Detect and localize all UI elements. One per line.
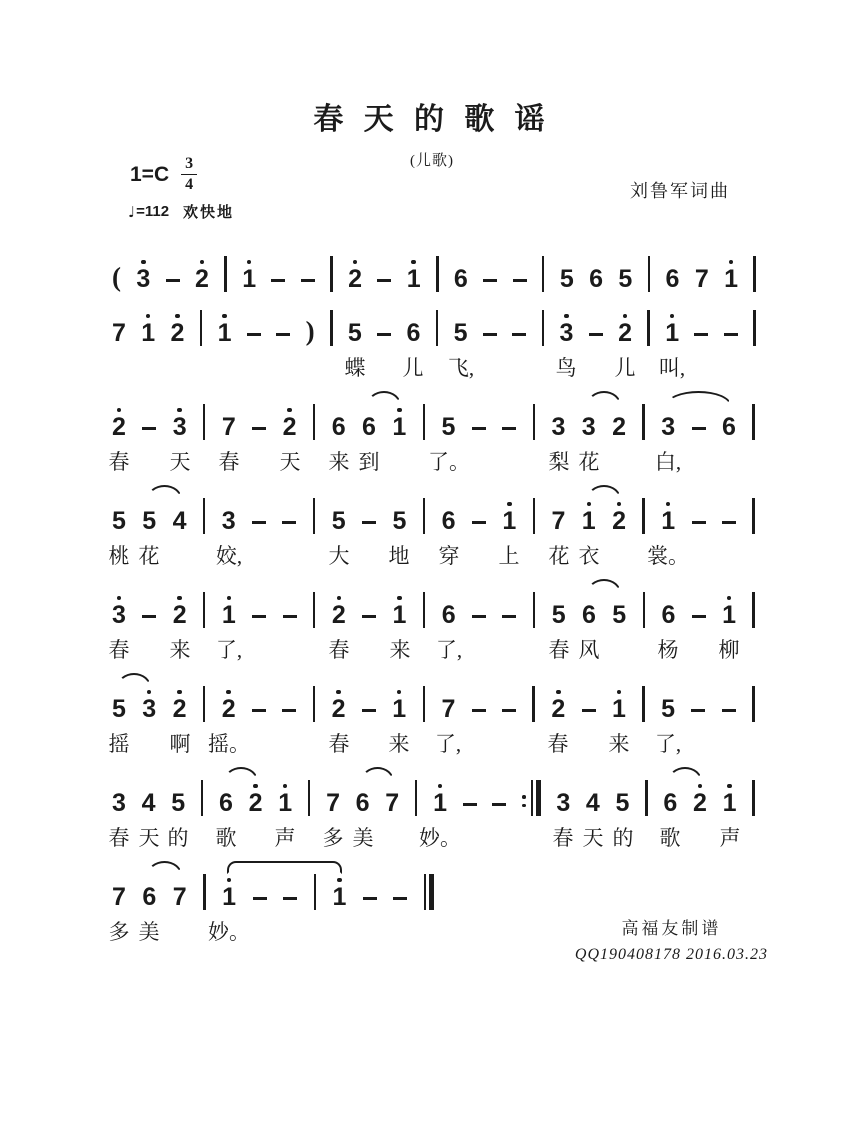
lyric-syllable: 春	[108, 638, 130, 662]
note-6: 6	[581, 601, 596, 629]
lyric-row	[108, 440, 755, 482]
note-4: 4	[585, 789, 600, 817]
barline-icon	[203, 592, 206, 628]
note-6: 6	[441, 507, 456, 535]
lyric-syllable: 叫,	[658, 356, 686, 380]
lyric-syllable: 多	[322, 826, 344, 850]
lyric-syllable: 春	[108, 450, 130, 474]
lyric-syllable: 花	[578, 450, 600, 474]
note-3-high: 3	[559, 314, 573, 347]
slur-icon	[668, 767, 702, 781]
note-6: 6	[355, 789, 370, 817]
lyric-row	[108, 534, 755, 576]
lyric-syllable: 天	[169, 450, 191, 474]
time-signature-numerator: 3	[181, 156, 197, 175]
lyric-syllable: 美	[352, 826, 374, 850]
dash-note	[722, 521, 736, 535]
lyric-row	[112, 346, 756, 388]
dash-note	[252, 521, 266, 535]
note-2: 2	[612, 413, 626, 441]
score-line-7	[108, 764, 756, 858]
dash-note	[282, 521, 296, 535]
footer-contact-date: QQ190408178 2016.03.23	[574, 946, 768, 963]
note-7: 7	[112, 319, 126, 347]
barline-icon	[752, 686, 755, 722]
barline-icon	[533, 592, 536, 628]
barline-icon	[752, 592, 755, 628]
transcriber-credit: 高福友制谱	[621, 919, 722, 938]
note-2-high: 2	[612, 502, 626, 535]
dash-note	[582, 709, 596, 723]
lyric-syllable: 的	[167, 826, 189, 850]
lyric-syllable: 来	[169, 638, 191, 662]
slur-icon	[587, 391, 621, 405]
lyric-syllable: 到	[358, 450, 380, 474]
note-3: 3	[112, 789, 126, 817]
score-line-6	[108, 670, 756, 764]
dash-note	[502, 427, 516, 441]
barline-icon	[752, 404, 755, 440]
barline-icon	[753, 256, 756, 292]
dash-note	[301, 279, 315, 293]
note-2-high: 2	[332, 596, 346, 629]
lyric-syllable: 美	[138, 920, 160, 944]
barline-icon	[330, 310, 333, 346]
lyric-syllable: 杨	[657, 638, 679, 662]
lyric-syllable: 摇。	[208, 732, 250, 756]
lyric-syllable: 春	[548, 638, 570, 662]
note-1-high: 1	[222, 596, 236, 629]
dash-note	[283, 615, 297, 629]
note-row	[112, 240, 756, 292]
note-5: 5	[615, 789, 630, 817]
barline-icon	[436, 256, 439, 292]
dash-note	[247, 333, 261, 347]
barline-icon	[200, 310, 203, 346]
dash-note	[589, 333, 603, 347]
barline-icon	[436, 310, 439, 346]
barline-icon	[648, 256, 651, 292]
dash-note	[252, 427, 266, 441]
dash-note	[252, 615, 266, 629]
dash-note	[377, 333, 391, 347]
lyric-syllable: 摇	[108, 732, 130, 756]
score-line-3	[108, 388, 756, 482]
note-2-high: 2	[332, 690, 346, 723]
note-3-high: 3	[136, 260, 150, 293]
note-5: 5	[551, 601, 566, 629]
lyric-syllable: 啊	[169, 732, 191, 756]
lyric-syllable: 了,	[434, 732, 462, 756]
lyric-syllable: 春	[108, 826, 130, 850]
note-3-high: 3	[112, 596, 126, 629]
barline-icon	[224, 256, 227, 292]
lyric-syllable: 了,	[435, 638, 463, 662]
dash-note	[142, 427, 156, 441]
lyric-syllable: 穿	[438, 544, 460, 568]
dash-note	[692, 615, 706, 629]
barline-icon	[314, 874, 317, 910]
dash-note	[472, 709, 486, 723]
lyric-syllable: 来	[389, 638, 411, 662]
note-2-high: 2	[551, 690, 565, 723]
lyric-syllable: 天	[279, 450, 301, 474]
note-5: 5	[453, 319, 468, 347]
note-5: 5	[441, 413, 456, 441]
dash-note	[166, 279, 180, 293]
note-6: 6	[406, 319, 421, 347]
dash-note	[472, 615, 486, 629]
lyric-syllable: 鸟	[555, 356, 577, 380]
note-7: 7	[694, 265, 709, 293]
lyric-syllable: 歌	[215, 826, 237, 850]
lyric-syllable: 了,	[654, 732, 682, 756]
note-2-high: 2	[249, 784, 263, 817]
note-7: 7	[172, 883, 187, 911]
dash-note	[724, 333, 738, 347]
note-2-high: 2	[171, 314, 185, 347]
score-line-2	[112, 294, 756, 388]
barline-icon	[313, 592, 316, 628]
note-1-high: 1	[722, 596, 736, 629]
score-line-5	[108, 576, 756, 670]
note-2-high: 2	[618, 314, 632, 347]
note-2-high: 2	[173, 596, 187, 629]
dash-note	[377, 279, 391, 293]
dash-note	[492, 803, 506, 817]
lyric-syllable: 梨	[548, 450, 570, 474]
note-6: 6	[663, 789, 678, 817]
note-1-high: 1	[222, 878, 236, 911]
note-row	[112, 482, 755, 534]
lyric-syllable: 儿	[614, 356, 636, 380]
lyric-syllable: 声	[719, 826, 741, 850]
note-5: 5	[392, 507, 407, 535]
note-1-high: 1	[218, 314, 232, 347]
key-signature	[130, 156, 197, 193]
barline-icon	[330, 256, 333, 292]
lyric-row	[108, 722, 755, 764]
lyric-syllable: 妙。	[419, 826, 461, 850]
lyric-syllable: 飞,	[447, 356, 475, 380]
dash-note	[252, 709, 266, 723]
lyric-syllable: 裳。	[647, 544, 689, 568]
note-2-high: 2	[283, 408, 297, 441]
note-6: 6	[331, 413, 346, 441]
lyric-syllable: 歌	[659, 826, 681, 850]
barline-icon	[752, 780, 755, 816]
lyric-syllable: 春	[552, 826, 574, 850]
note-3: 3	[556, 789, 571, 817]
note-row	[112, 294, 756, 346]
note-2-high: 2	[195, 260, 209, 293]
note-6: 6	[453, 265, 468, 293]
note-row	[112, 858, 434, 910]
slur-icon	[147, 485, 182, 499]
note-7: 7	[385, 789, 400, 817]
lyric-syllable: 了。	[428, 450, 470, 474]
barline-icon	[313, 404, 316, 440]
tempo-marking	[128, 201, 234, 222]
score-line-4	[108, 482, 756, 576]
barline-icon	[415, 780, 418, 816]
barline-icon	[753, 310, 756, 346]
slur-icon	[224, 767, 258, 781]
note-2-high: 2	[222, 690, 236, 723]
note-1-high: 1	[502, 502, 516, 535]
barline-icon	[532, 686, 535, 722]
dash-note	[271, 279, 285, 293]
dash-note	[253, 897, 267, 911]
slur-icon	[361, 767, 394, 781]
lyric-syllable: 妙。	[208, 920, 250, 944]
dash-note	[722, 709, 736, 723]
lyric-syllable: 春	[328, 732, 350, 756]
note-1-high: 1	[141, 314, 155, 347]
lyric-syllable: 风	[578, 638, 600, 662]
note-7: 7	[551, 507, 566, 535]
note-row	[112, 576, 755, 628]
note-5: 5	[347, 319, 362, 347]
note-1-high: 1	[407, 260, 421, 293]
slur-icon	[666, 391, 731, 405]
note-2-high: 2	[693, 784, 707, 817]
barline-icon	[647, 310, 650, 346]
lyric-syllable: 来	[608, 732, 630, 756]
note-1-high: 1	[661, 502, 675, 535]
note-2-high: 2	[348, 260, 362, 293]
note-1-high: 1	[242, 260, 256, 293]
note-6: 6	[219, 789, 233, 817]
barline-icon	[423, 686, 426, 722]
note-1-high: 1	[392, 408, 406, 441]
note-5: 5	[331, 507, 346, 535]
score	[108, 240, 756, 952]
dash-note	[694, 333, 708, 347]
lyric-syllable: 天	[138, 826, 160, 850]
barline-icon	[533, 498, 536, 534]
score-line-1	[112, 240, 756, 292]
footer	[575, 914, 768, 964]
barline-icon	[642, 498, 645, 534]
slur-icon	[367, 391, 401, 405]
barline-icon	[642, 686, 645, 722]
note-1-high: 1	[612, 690, 626, 723]
tempo-text: 欢快地	[183, 204, 235, 221]
dash-note	[276, 333, 290, 347]
lyric-syllable: 春	[328, 638, 350, 662]
lyric-syllable: 姣,	[215, 544, 243, 568]
lyric-syllable: 花	[138, 544, 160, 568]
note-3: 3	[551, 413, 566, 441]
lyric-row	[108, 816, 755, 858]
note-5: 5	[171, 789, 186, 817]
barline-icon	[423, 498, 426, 534]
lyric-syllable: 儿	[402, 356, 424, 380]
dash-note	[282, 709, 296, 723]
barline-icon	[313, 498, 316, 534]
slur-icon	[147, 861, 182, 875]
note-1-high: 1	[724, 260, 738, 293]
dash-note	[512, 333, 526, 347]
lyric-syllable: 春	[547, 732, 569, 756]
dash-note	[463, 803, 477, 817]
dash-note	[362, 615, 376, 629]
barline-icon	[533, 404, 536, 440]
lyric-syllable: 的	[612, 826, 634, 850]
note-3: 3	[581, 413, 596, 441]
note-7: 7	[326, 789, 340, 817]
note-6: 6	[142, 883, 157, 911]
lyric-syllable: 蝶	[344, 356, 366, 380]
note-1-high: 1	[393, 596, 407, 629]
note-5: 5	[112, 507, 126, 535]
note-3-high: 3	[173, 408, 187, 441]
note-6: 6	[665, 265, 680, 293]
note-row	[112, 670, 755, 722]
note-1-high: 1	[392, 690, 406, 723]
note-1-high: 1	[582, 502, 596, 535]
barline-icon	[203, 404, 206, 440]
composer-credit: 刘鲁军词曲	[630, 181, 730, 201]
note-1-high: 1	[665, 314, 679, 347]
dash-note	[692, 521, 706, 535]
key-label: 1=C	[130, 162, 170, 186]
barline-icon	[752, 498, 755, 534]
lyric-syllable: 声	[274, 826, 296, 850]
song-subtitle: (儿歌)	[410, 153, 454, 169]
note-5: 5	[612, 601, 627, 629]
parenthesis: (	[112, 262, 121, 292]
dash-note	[691, 709, 705, 723]
note-5: 5	[661, 695, 676, 723]
dash-note	[283, 897, 297, 911]
lyric-syllable: 了,	[215, 638, 243, 662]
dash-note	[393, 897, 407, 911]
note-6: 6	[721, 413, 736, 441]
barline-icon	[201, 780, 204, 816]
note-7: 7	[221, 413, 236, 441]
note-3-high: 3	[142, 690, 156, 723]
slur-icon	[587, 485, 621, 499]
lyric-syllable: 地	[388, 544, 410, 568]
barline-icon	[542, 310, 545, 346]
dash-note	[362, 521, 376, 535]
lyric-syllable: 天	[582, 826, 604, 850]
note-6: 6	[661, 601, 676, 629]
note-row	[112, 764, 755, 816]
lyric-syllable: 来	[388, 732, 410, 756]
song-title: 春 天 的 歌 谣	[313, 103, 551, 136]
lyric-syllable: 衣	[578, 544, 600, 568]
lyric-syllable: 春	[218, 450, 240, 474]
note-1-high: 1	[333, 878, 347, 911]
final-barline-icon	[424, 874, 434, 910]
note-5: 5	[112, 695, 126, 723]
slur-icon	[587, 579, 621, 593]
note-3: 3	[661, 413, 676, 441]
lyric-syllable: 花	[548, 544, 570, 568]
note-5: 5	[559, 265, 574, 293]
lyric-syllable: 柳	[718, 638, 740, 662]
dash-note	[513, 279, 527, 293]
repeat-barline-icon	[522, 780, 541, 816]
barline-icon	[423, 404, 426, 440]
note-2-high: 2	[112, 408, 126, 441]
note-5: 5	[618, 265, 633, 293]
dash-note	[502, 709, 516, 723]
time-signature-denominator: 4	[185, 176, 194, 193]
dash-note	[472, 427, 486, 441]
slur-icon	[227, 861, 342, 874]
slur-icon	[117, 673, 151, 687]
note-1-high: 1	[433, 784, 447, 817]
dash-note	[483, 333, 497, 347]
dash-note	[692, 427, 706, 441]
barline-icon	[542, 256, 545, 292]
note-7: 7	[441, 695, 456, 723]
barline-icon	[308, 780, 311, 816]
note-3: 3	[221, 507, 236, 535]
note-5: 5	[142, 507, 157, 535]
note-4: 4	[141, 789, 156, 817]
lyric-syllable: 多	[108, 920, 130, 944]
dash-note	[502, 615, 516, 629]
dash-note	[363, 897, 377, 911]
note-row	[112, 388, 755, 440]
note-4: 4	[172, 507, 187, 535]
parenthesis: )	[305, 316, 315, 346]
lyric-syllable: 白,	[654, 450, 682, 474]
quarter-note-icon: ♩	[128, 202, 136, 221]
barline-icon	[203, 874, 206, 910]
note-1-high: 1	[278, 784, 292, 817]
barline-icon	[423, 592, 426, 628]
note-6: 6	[441, 601, 456, 629]
note-6: 6	[589, 265, 603, 293]
barline-icon	[313, 686, 316, 722]
note-2-high: 2	[173, 690, 187, 723]
barline-icon	[645, 780, 648, 816]
note-1-high: 1	[723, 784, 737, 817]
note-7: 7	[112, 883, 126, 911]
barline-icon	[203, 498, 206, 534]
barline-icon	[203, 686, 206, 722]
barline-icon	[643, 592, 646, 628]
lyric-syllable: 上	[498, 544, 520, 568]
lyric-syllable: 大	[328, 544, 350, 568]
time-signature	[181, 156, 197, 193]
lyric-syllable: 来	[328, 450, 350, 474]
lyric-row	[108, 910, 434, 952]
dash-note	[472, 521, 486, 535]
dash-note	[483, 279, 497, 293]
lyric-syllable: 桃	[108, 544, 130, 568]
dash-note	[142, 615, 156, 629]
barline-icon	[642, 404, 645, 440]
note-6: 6	[362, 413, 376, 441]
lyric-row	[108, 628, 755, 670]
tempo-value: =112	[136, 203, 170, 220]
dash-note	[362, 709, 376, 723]
